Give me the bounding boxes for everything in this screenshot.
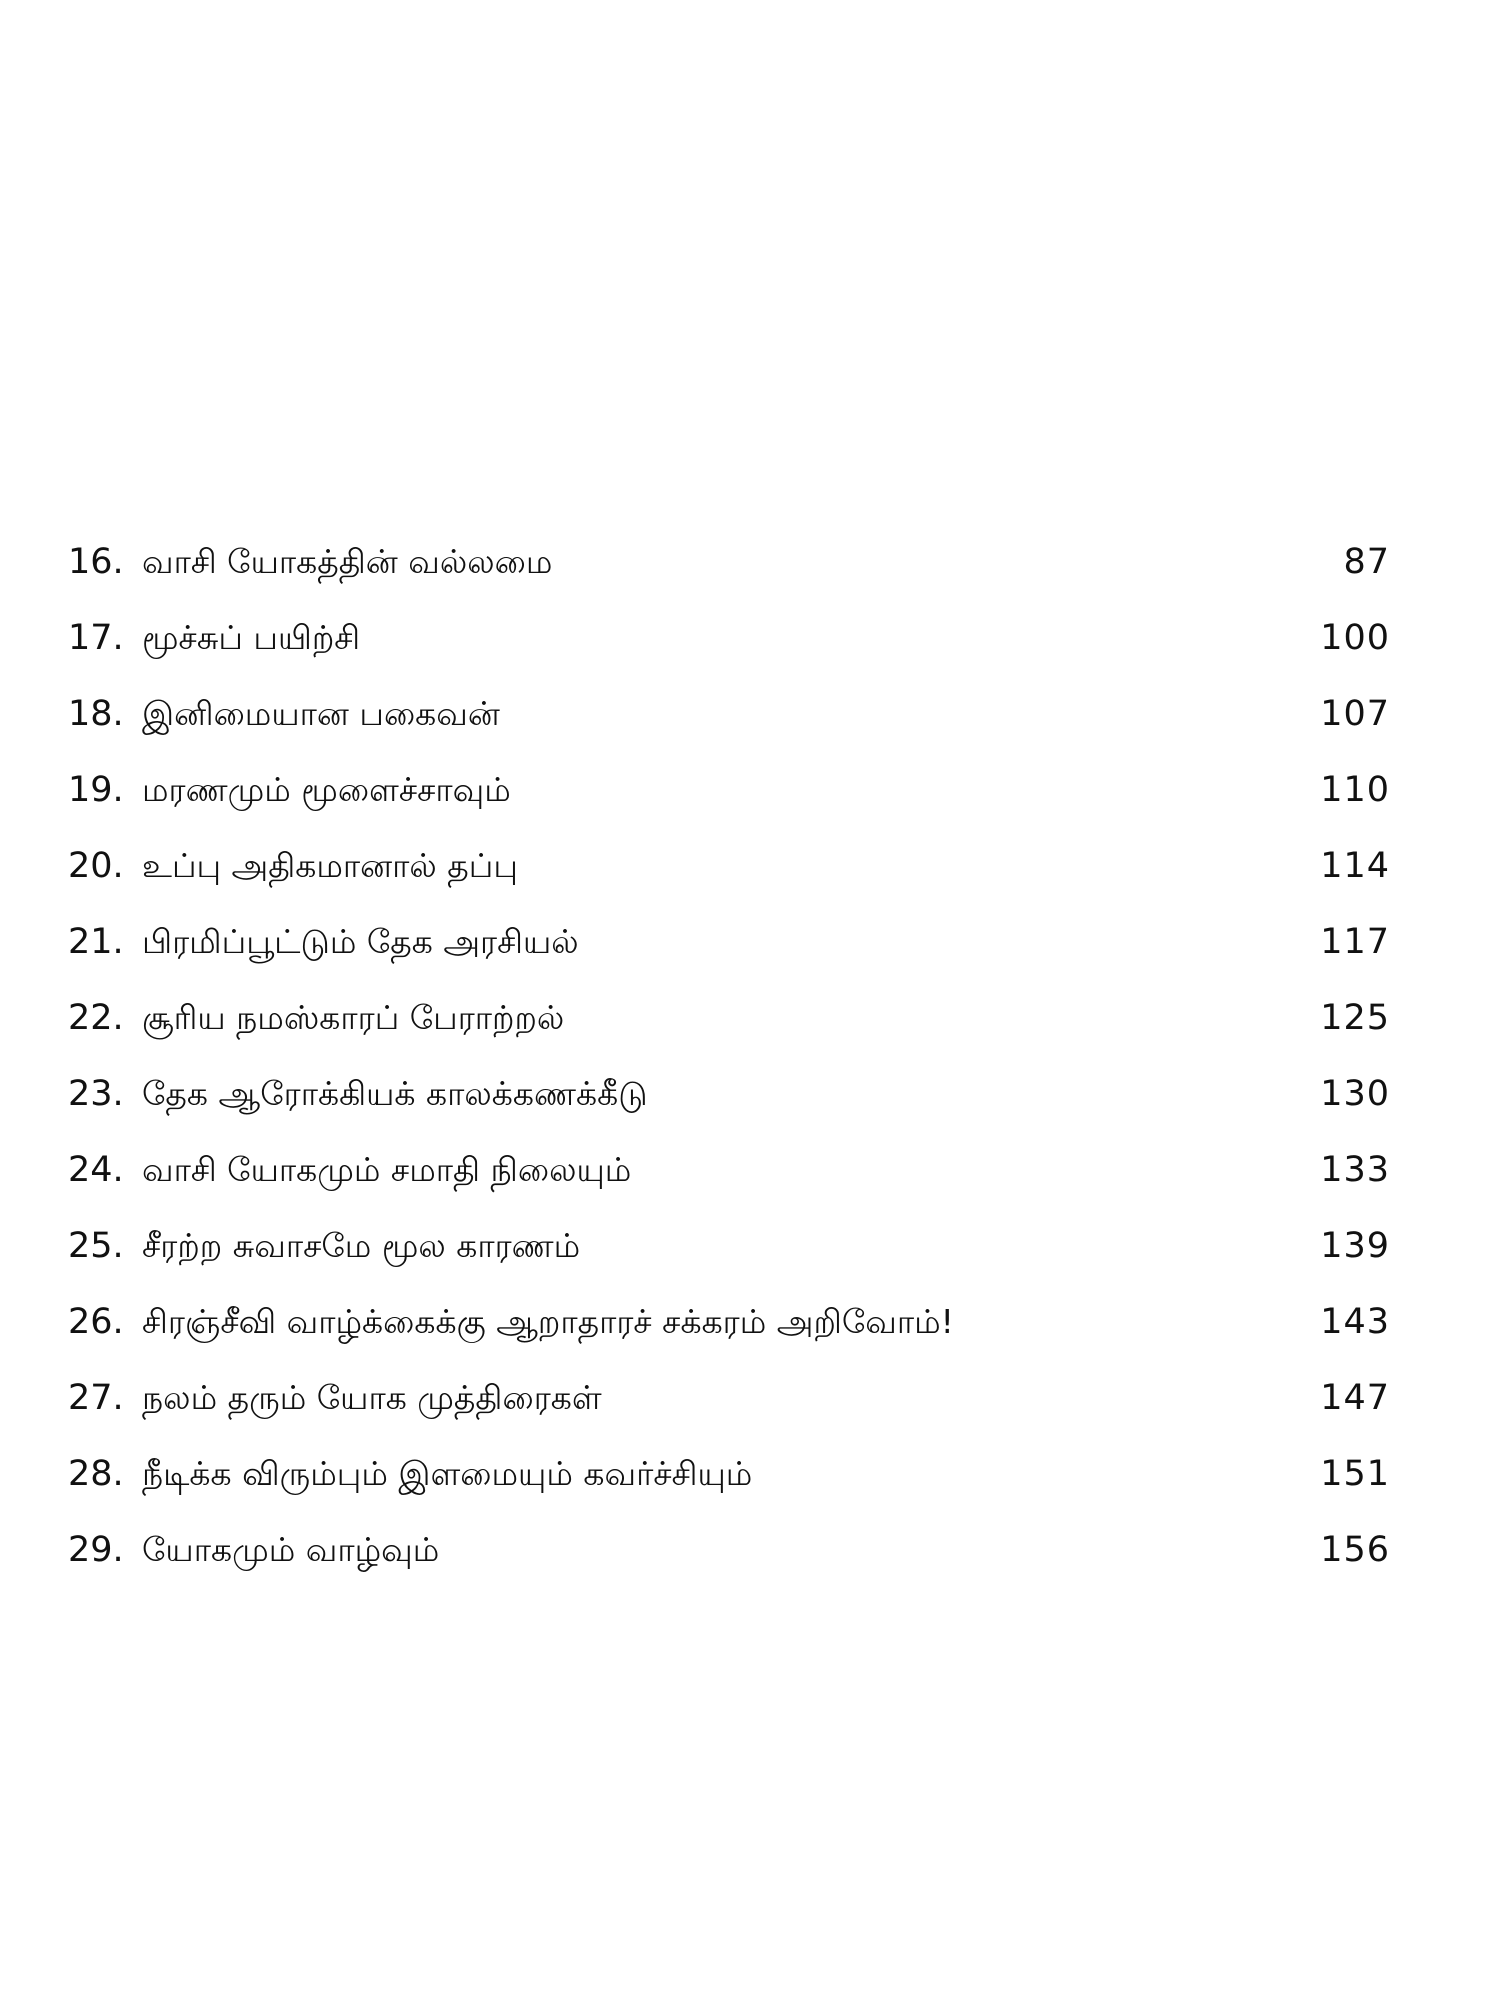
toc-entry-title: நலம் தரும் யோக முத்திரைகள் [142,1378,602,1417]
toc-entry-title: யோகமும் வாழ்வும் [142,1530,440,1569]
toc-entry-page: 100 [1320,618,1390,658]
toc-entry-number: 27. [68,1378,124,1418]
toc-entry-number: 23. [68,1074,124,1114]
toc-entry [0,1440,1500,1516]
toc-entry-number: 21. [68,922,124,962]
toc-entry-title: பிரமிப்பூட்டும் தேக அரசியல் [142,922,579,961]
toc-entry-title: சீரற்ற சுவாசமே மூல காரணம் [142,1226,581,1265]
toc-entry-page: 143 [1320,1302,1390,1342]
toc-entry [0,984,1500,1060]
toc-entry [0,1364,1500,1440]
toc-entry-page: 114 [1320,846,1390,886]
toc-entry-number: 16. [68,542,124,582]
toc-entry [0,756,1500,832]
toc-entry [0,1212,1500,1288]
toc-entry-title: வாசி யோகமும் சமாதி நிலையும் [142,1150,632,1189]
toc-entry-page: 156 [1320,1530,1390,1570]
toc-entry-number: 25. [68,1226,124,1266]
toc-entry-page: 139 [1320,1226,1390,1266]
toc-entry-page: 117 [1320,922,1390,962]
toc-entry-page: 133 [1320,1150,1390,1190]
toc-entry [0,680,1500,756]
toc-entry [0,1516,1500,1592]
toc-entry [0,832,1500,908]
toc-entry-number: 17. [68,618,124,658]
toc-entry-number: 19. [68,770,124,810]
toc-entry-title: இனிமையான பகைவன் [142,694,500,733]
toc-entry-page: 87 [1343,542,1390,582]
toc-entry-number: 18. [68,694,124,734]
toc-entry-title: மரணமும் மூளைச்சாவும் [142,770,511,809]
toc-entry-page: 151 [1320,1454,1390,1494]
toc-entry-title: சிரஞ்சீவி வாழ்க்கைக்கு ஆறாதாரச் சக்கரம் அறிவோம்! [142,1302,954,1341]
toc-entry-title: வாசி யோகத்தின் வல்லமை [142,542,553,581]
toc-entry [0,1060,1500,1136]
toc-entry-title: மூச்சுப் பயிற்சி [142,618,361,657]
toc-entry-page: 107 [1320,694,1390,734]
table-of-contents [0,528,1500,1592]
toc-entry-title: தேக ஆரோக்கியக் காலக்கணக்கீடு [142,1074,648,1113]
toc-entry [0,528,1500,604]
toc-entry-title: நீடிக்க விரும்பும் இளமையும் கவர்ச்சியும் [142,1454,753,1493]
toc-entry-page: 130 [1320,1074,1390,1114]
toc-entry-title: உப்பு அதிகமானால் தப்பு [142,846,518,885]
toc-entry [0,908,1500,984]
toc-entry-number: 24. [68,1150,124,1190]
toc-entry [0,1288,1500,1364]
toc-entry-page: 125 [1320,998,1390,1038]
toc-entry-number: 20. [68,846,124,886]
toc-entry-number: 28. [68,1454,124,1494]
toc-entry [0,1136,1500,1212]
toc-entry-number: 29. [68,1530,124,1570]
toc-entry [0,604,1500,680]
toc-entry-page: 110 [1320,770,1390,810]
toc-entry-page: 147 [1320,1378,1390,1418]
toc-entry-title: சூரிய நமஸ்காரப் பேராற்றல் [142,998,565,1037]
toc-entry-number: 26. [68,1302,124,1342]
toc-entry-number: 22. [68,998,124,1038]
